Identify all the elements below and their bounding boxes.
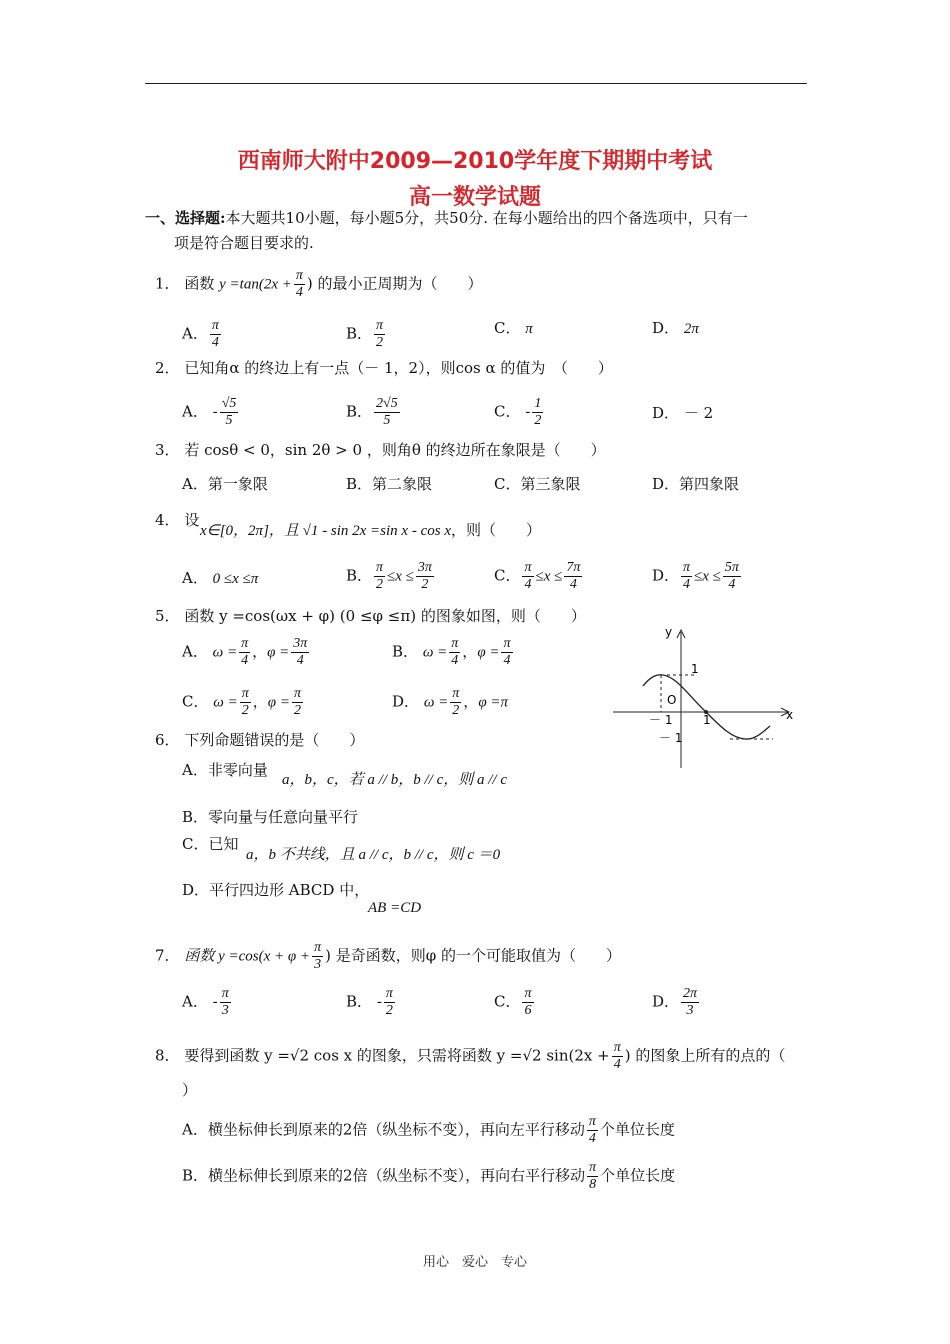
question-4: 4． 设: [155, 511, 200, 529]
q2-option-c[interactable]: C． - $\frac{1}{2}$: [494, 396, 542, 428]
q2-option-b[interactable]: B． $\frac{2√5}{5}$: [346, 396, 398, 428]
q5-option-c[interactable]: C． ω = $\frac{\pi}{2}$ ，φ = $\frac{\pi}{2}$: [182, 686, 301, 718]
q6-option-b[interactable]: B．零向量与任意向量平行: [182, 808, 359, 826]
graph-x-neg-one-label: － 1: [649, 713, 673, 727]
q6-option-d[interactable]: D．平行四边形 ABCD 中，: [182, 881, 370, 899]
question-4-condition: x∈[0，2π]，且 √1 - sin 2x =sin x - cos x，则（ ）: [200, 521, 542, 539]
q5-option-d[interactable]: D． ω = $\frac{\pi}{2}$ ，φ =π: [392, 686, 508, 718]
graph-origin-label: O: [667, 693, 677, 707]
question-8-cont: ）: [182, 1081, 198, 1099]
q6-option-c-text: a，b 不共线，且 a // c，b // c，则 c ＝0: [246, 847, 501, 863]
q4-option-d[interactable]: D． $\frac{\pi}{4}$ ≤x ≤ $\frac{5\pi}{4}$: [652, 560, 739, 592]
q5-option-a[interactable]: A． ω = $\frac{\pi}{4}$ ，φ = $\frac{3\pi}{4}$: [182, 636, 308, 668]
q6-option-d-formula: AB =CD: [368, 900, 422, 916]
q6-option-a-text: a，b，c，若 a // b，b // c，则 a // c: [282, 772, 507, 788]
question-8: 8． 要得到函数 y =√2 cos x 的图象，只需将函数 y =√2 sin(2x + $\frac{\pi}{4}$ ) 的图象上所有的点的（: [155, 1040, 786, 1072]
question-5: 5． 函数 y =cos(ωx + φ) (0 ≤φ ≤π) 的图象如图，则（ ）: [155, 607, 586, 625]
q2-option-a[interactable]: A． - $\frac{√5}{5}$: [182, 396, 237, 428]
q4-option-a[interactable]: A． 0 ≤x ≤π: [182, 569, 259, 587]
question-3: 3． 若 cosθ < 0，sin 2θ > 0 ，则角θ 的终边所在象限是（ ）: [155, 441, 606, 459]
question-7: 7． 函数 y =cos(x + φ + $\frac{\pi}{3}$ ) 是奇函数，则φ 的一个可能取值为（ ）: [155, 940, 621, 972]
q7-option-a[interactable]: A． - $\frac{\pi}{3}$: [182, 986, 229, 1018]
q4-option-b[interactable]: B． $\frac{\pi}{2}$ ≤x ≤ $\frac{3\pi}{2}$: [346, 560, 432, 592]
q6-option-a-label[interactable]: A．非零向量: [182, 761, 268, 779]
exam-subtitle: 高一数学试题: [408, 185, 541, 210]
graph-y-label: y: [665, 625, 673, 639]
q1-option-a[interactable]: A． $\frac{\pi}{4}$: [182, 318, 219, 350]
q3-option-a[interactable]: A．第一象限: [182, 475, 268, 493]
q7-option-b[interactable]: B． - $\frac{\pi}{2}$: [346, 986, 393, 1018]
q5-cosine-graph: [605, 620, 805, 770]
question-6: 6． 下列命题错误的是（ ）: [155, 731, 365, 749]
exam-title: 西南师大附中2009—2010学年度下期期中考试: [237, 149, 713, 174]
graph-x-label: x: [786, 708, 794, 722]
question-1: 1． 函数 y =tan(2x + $\frac{\pi}{4}$ ) 的最小正周期为（ ）: [155, 268, 483, 300]
section-intro-line2: 项是符合题目要求的.: [174, 234, 314, 252]
graph-one-label: 1: [691, 662, 699, 676]
section-intro-line1: 本大题共10小题，每小题5分，共50分. 在每小题给出的四个备选项中，只有一: [225, 209, 748, 227]
graph-x-one-label: 1: [703, 713, 711, 727]
graph-neg-one-label: － 1: [659, 731, 683, 745]
q3-option-d[interactable]: D．第四象限: [652, 475, 740, 493]
q1-option-c[interactable]: C． π: [494, 319, 533, 337]
q6-option-c-label[interactable]: C．已知: [182, 835, 239, 853]
section-heading: 一、选择题:: [145, 209, 226, 227]
q1-option-d[interactable]: D． 2π: [652, 319, 699, 337]
section-intro: [145, 208, 748, 228]
q7-option-c[interactable]: C． $\frac{\pi}{6}$: [494, 986, 532, 1018]
cosine-curve: [643, 675, 770, 739]
page-footer: 用心 爱心 专心: [422, 1255, 527, 1270]
q8-option-b[interactable]: B．横坐标伸长到原来的2倍（纵坐标不变），再向右平行移动 $\frac{\pi}{8}$ 个单位长度: [182, 1160, 676, 1192]
q7-option-d[interactable]: D． $\frac{2\pi}{3}$: [652, 986, 698, 1018]
q1-option-b[interactable]: B． $\frac{\pi}{2}$: [346, 318, 384, 350]
q3-option-b[interactable]: B．第二象限: [346, 475, 433, 493]
q2-option-d[interactable]: D． － 2: [652, 404, 714, 422]
q8-option-a[interactable]: A．横坐标伸长到原来的2倍（纵坐标不变），再向左平行移动 $\frac{\pi}{4}$ 个单位长度: [182, 1114, 675, 1146]
question-2: 2． 已知角α 的终边上有一点（－ 1，2），则cos α 的值为 （ ）: [155, 359, 613, 377]
q4-option-c[interactable]: C． $\frac{\pi}{4}$ ≤x ≤ $\frac{7\pi}{4}$: [494, 560, 581, 592]
header-rule: [145, 83, 807, 84]
q3-option-c[interactable]: C．第三象限: [494, 475, 581, 493]
q5-option-b[interactable]: B． ω = $\frac{\pi}{4}$ ，φ = $\frac{\pi}{4}$: [392, 636, 511, 668]
fraction: $\frac{\pi}{4}$: [295, 268, 303, 300]
